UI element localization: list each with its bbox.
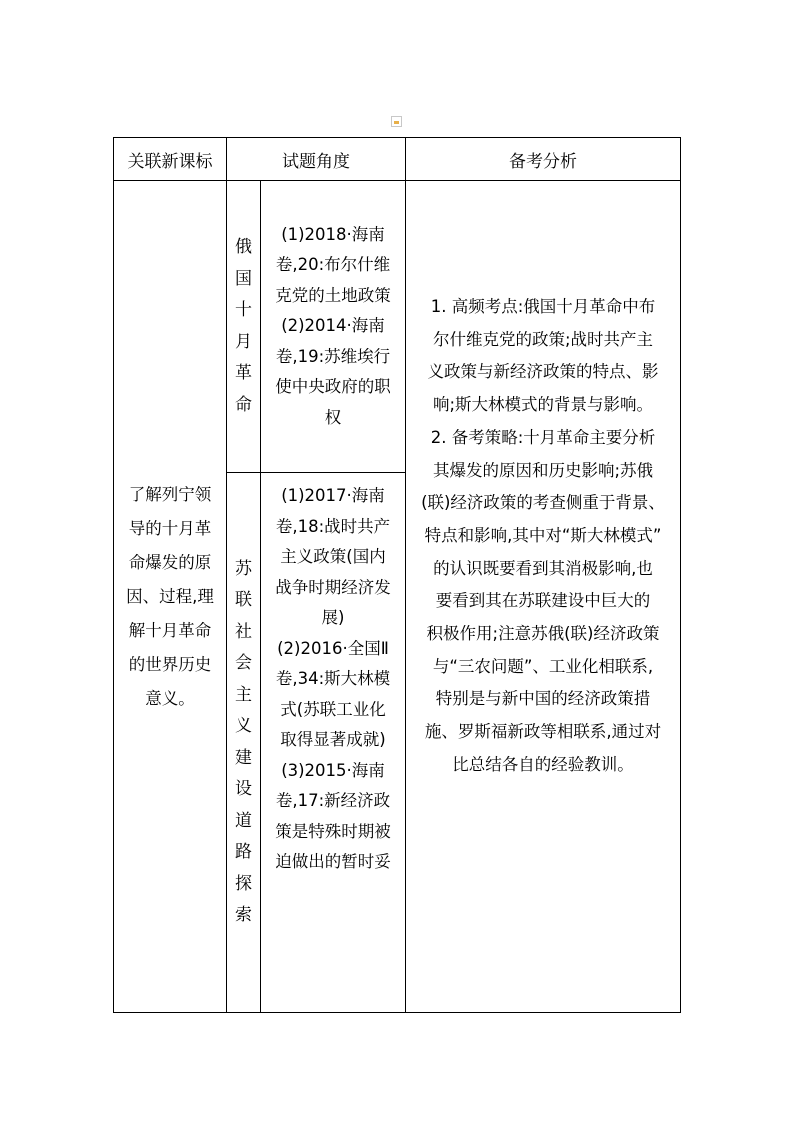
image-placeholder-icon — [391, 116, 402, 127]
header-curriculum-standard: 关联新课标 — [127, 151, 213, 172]
curriculum-standard-text: 了解列宁领 导的十月革 命爆发的原 因、过程,理 解十月革命 的世界历史 意义。 — [126, 484, 214, 708]
exam-analysis-text: 1. 高频考点:俄国十月革命中布 尔什维克党的政策;战时共产主 义政策与新经济政策的特点、影 响;斯大林模式的背景与影响。 2. 备考策略:十月革命主要分析 其爆发的原因和历史影响;苏俄 (联)经济政策的考查侧重于背景、 特点和影响,其中对“斯大林模式” 的认识既要看到其消极影响,也 要看到其在苏联建设中巨大的 积极作用;注意苏俄(联)经济政策 与“三农问题”、工业化相联系, 特别是与新中国的经济政策措 施、罗斯福新政等相联系,通过对 比总结各自的经验教训。 — [421, 297, 665, 774]
header-question-angle: 试题角度 — [282, 151, 350, 172]
section2-question-items: (1)2017·海南 卷,18:战时共产 主义政策(国内 战争时期经济发 展) (2)2016·全国Ⅱ 卷,34:斯大林模 式(苏联工业化 取得显著成就) (3)2015·海南 卷,17:新经济政 策是特殊时期被 迫做出的暂时妥 — [275, 486, 391, 871]
section-title-soviet-socialist-construction: 苏 联 社 会 主 义 建 设 道 路 探 索 — [235, 558, 252, 925]
header-exam-analysis: 备考分析 — [509, 151, 577, 172]
section-title-october-revolution: 俄 国 十 月 革 命 — [235, 237, 252, 415]
section1-question-items: (1)2018·海南 卷,20:布尔什维 克党的土地政策 (2)2014·海南 卷,19:苏维埃行 使中央政府的职 权 — [275, 224, 391, 427]
